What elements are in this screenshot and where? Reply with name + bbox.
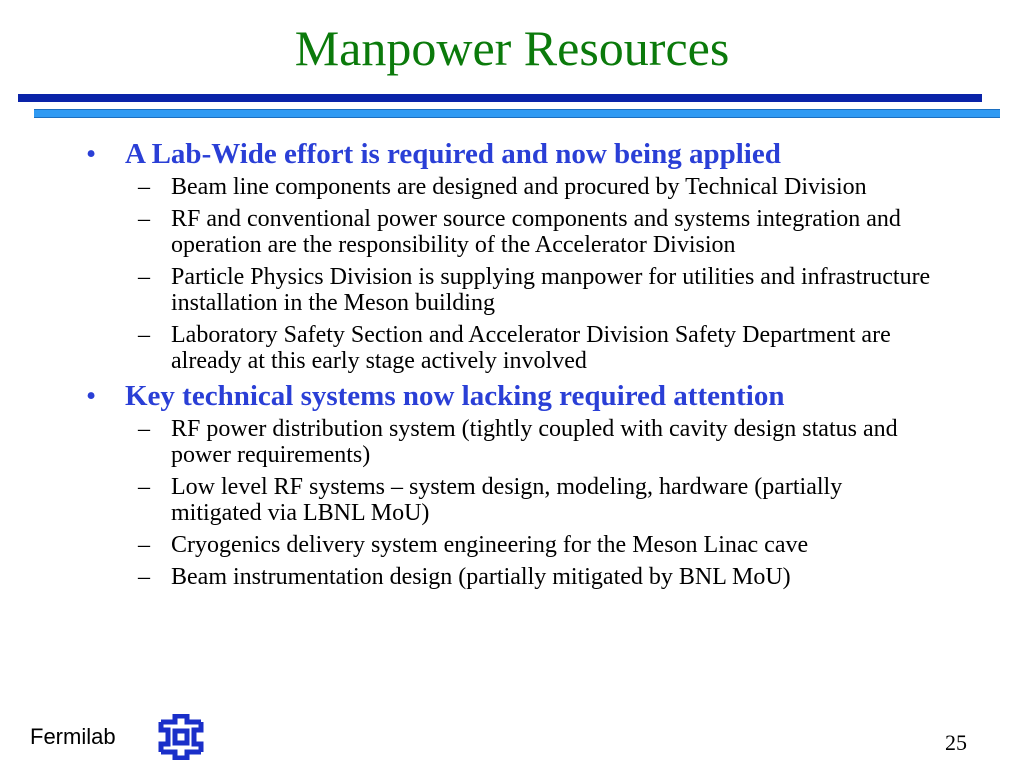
bullet-2	[0, 380, 1024, 412]
fermilab-logo-icon	[156, 714, 206, 760]
slide-title: Manpower Resources	[294, 20, 730, 76]
sub-marker: –	[138, 174, 150, 200]
footer-lab-name: Fermilab	[30, 724, 116, 749]
sub-bullet-text: Particle Physics Division is supplying manpower for utilities and infrastructure installation in the Meson building	[171, 264, 931, 316]
sub-marker: –	[138, 416, 150, 442]
sub-bullet	[0, 532, 1024, 558]
bullet-marker: •	[86, 380, 97, 412]
sub-marker: –	[138, 474, 150, 500]
sub-bullet-text: Laboratory Safety Section and Accelerator Division Safety Department are already at this early stage actively involved	[171, 322, 891, 374]
bullet-2-text: Key technical systems now lacking required attention	[125, 380, 785, 412]
slide-body	[0, 138, 1024, 596]
sub-bullet	[0, 206, 1024, 258]
sub-bullet	[0, 322, 1024, 374]
sub-bullet-text: Beam line components are designed and procured by Technical Division	[171, 174, 867, 200]
bullet-1	[0, 138, 1024, 170]
sub-bullet	[0, 264, 1024, 316]
title-rule-light	[34, 109, 1000, 118]
sub-bullet	[0, 174, 1024, 200]
sub-bullet-text: RF and conventional power source components and systems integration and operation are the responsibility of the Accelerator Division	[171, 206, 901, 258]
sub-bullet-text: Low level RF systems – system design, modeling, hardware (partially mitigated via LBNL MoU)	[171, 474, 843, 526]
sub-bullet-text: RF power distribution system (tightly coupled with cavity design status and power requirements)	[171, 416, 898, 468]
sub-marker: –	[138, 564, 150, 590]
bullet-1-text: A Lab-Wide effort is required and now being applied	[125, 138, 781, 170]
sub-marker: –	[138, 206, 150, 232]
sub-bullet	[0, 416, 1024, 468]
sub-bullet-text: Cryogenics delivery system engineering for the Meson Linac cave	[171, 532, 809, 558]
sub-bullet	[0, 564, 1024, 590]
sub-marker: –	[138, 322, 150, 348]
sub-bullet-text: Beam instrumentation design (partially mitigated by BNL MoU)	[171, 564, 791, 590]
title-rule-dark	[18, 94, 982, 102]
sub-marker: –	[138, 532, 150, 558]
bullet-marker: •	[86, 138, 97, 170]
page-number: 25	[945, 730, 967, 755]
sub-marker: –	[138, 264, 150, 290]
sub-bullet	[0, 474, 1024, 526]
